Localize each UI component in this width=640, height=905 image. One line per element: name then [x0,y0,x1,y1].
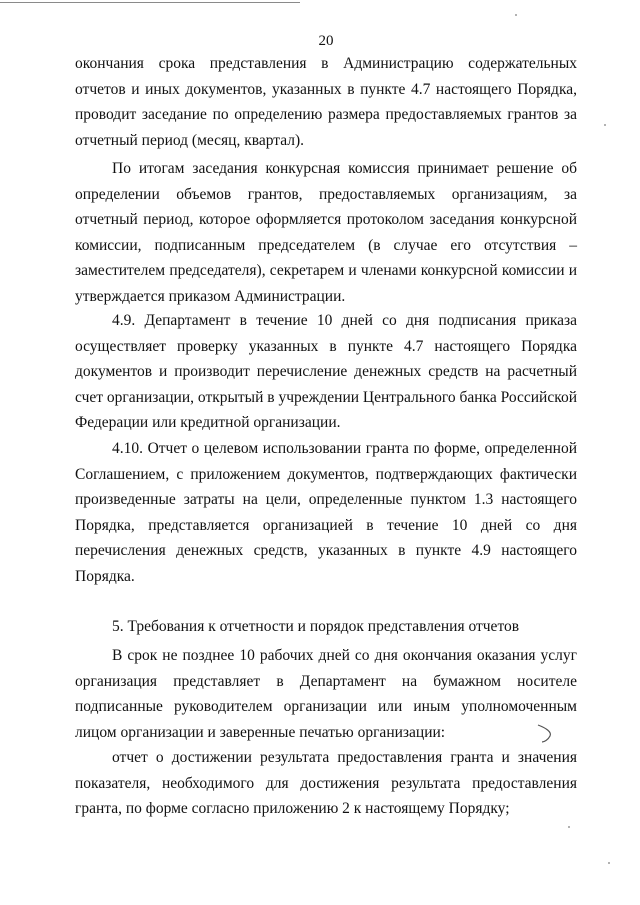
paragraph-block [75,436,577,590]
scan-speck [515,14,517,16]
scan-edge-line [0,2,300,3]
paragraph-commission-decision: По итогам заседания конкурсная комиссия принимает решение об определении объемов грантов, предоставляемых организациям, за отчетный период, которое оформляется протоколом заседания конкурсной комиссии, подписанным председателем (в случае его отсутствия – заместителем председателя), секретарем и членами конкурсной комиссии и утверждается приказом Администрации. [75,160,577,305]
scan-speck [608,862,610,864]
paragraph-block [75,643,577,745]
scan-speck [604,124,606,126]
paragraph-block [75,156,577,310]
paragraph-block [75,51,577,153]
paragraph-block [75,308,577,436]
pen-mark-icon [536,722,556,744]
section-heading: 5. Требования к отчетности и порядок представления отчетов [112,618,520,635]
paragraph-reporting-deadline: В срок не позднее 10 рабочих дней со дня окончания оказания услуг организация представляет в Департамент на бумажном носителе подписанные руководителем организации или иным уполномоченным лицом организации и заверенные печатью организации: [75,647,577,741]
paragraph-4-9: 4.9. Департамент в течение 10 дней со дня подписания приказа осуществляет проверку указанных в пункте 4.7 настоящего Порядка документов и производит перечисление денежных средств на расчетный счет организации, открытый в учреждении Центрального банка Российской Федерации или кредитной организации. [75,312,577,432]
scan-speck [568,826,570,828]
paragraph-4-10: 4.10. Отчет о целевом использовании гранта по форме, определенной Соглашением, с приложением документов, подтверждающих фактически произведенные затраты на цели, определенные пунктом 1.3 настоящего Порядка, представляется организацией в течение 10 дней со дня перечисления денежных средств, указанных в пункте 4.9 настоящего Порядка. [75,440,577,585]
paragraph-report-item: отчет о достижении результата предоставления гранта и значения показателя, необходимого для достижения результата предоставления гранта, по форме согласно приложению 2 к настоящему Порядку; [75,749,577,818]
paragraph-continuation: окончания срока представления в Администрацию содержательных отчетов и иных документов, указанных в пункте 4.7 настоящего Порядка, проводит заседание по определению размера предоставляемых грантов за отчетный период (месяц, квартал). [75,55,577,149]
paragraph-block [75,745,577,822]
page-number: 20 [318,33,334,49]
